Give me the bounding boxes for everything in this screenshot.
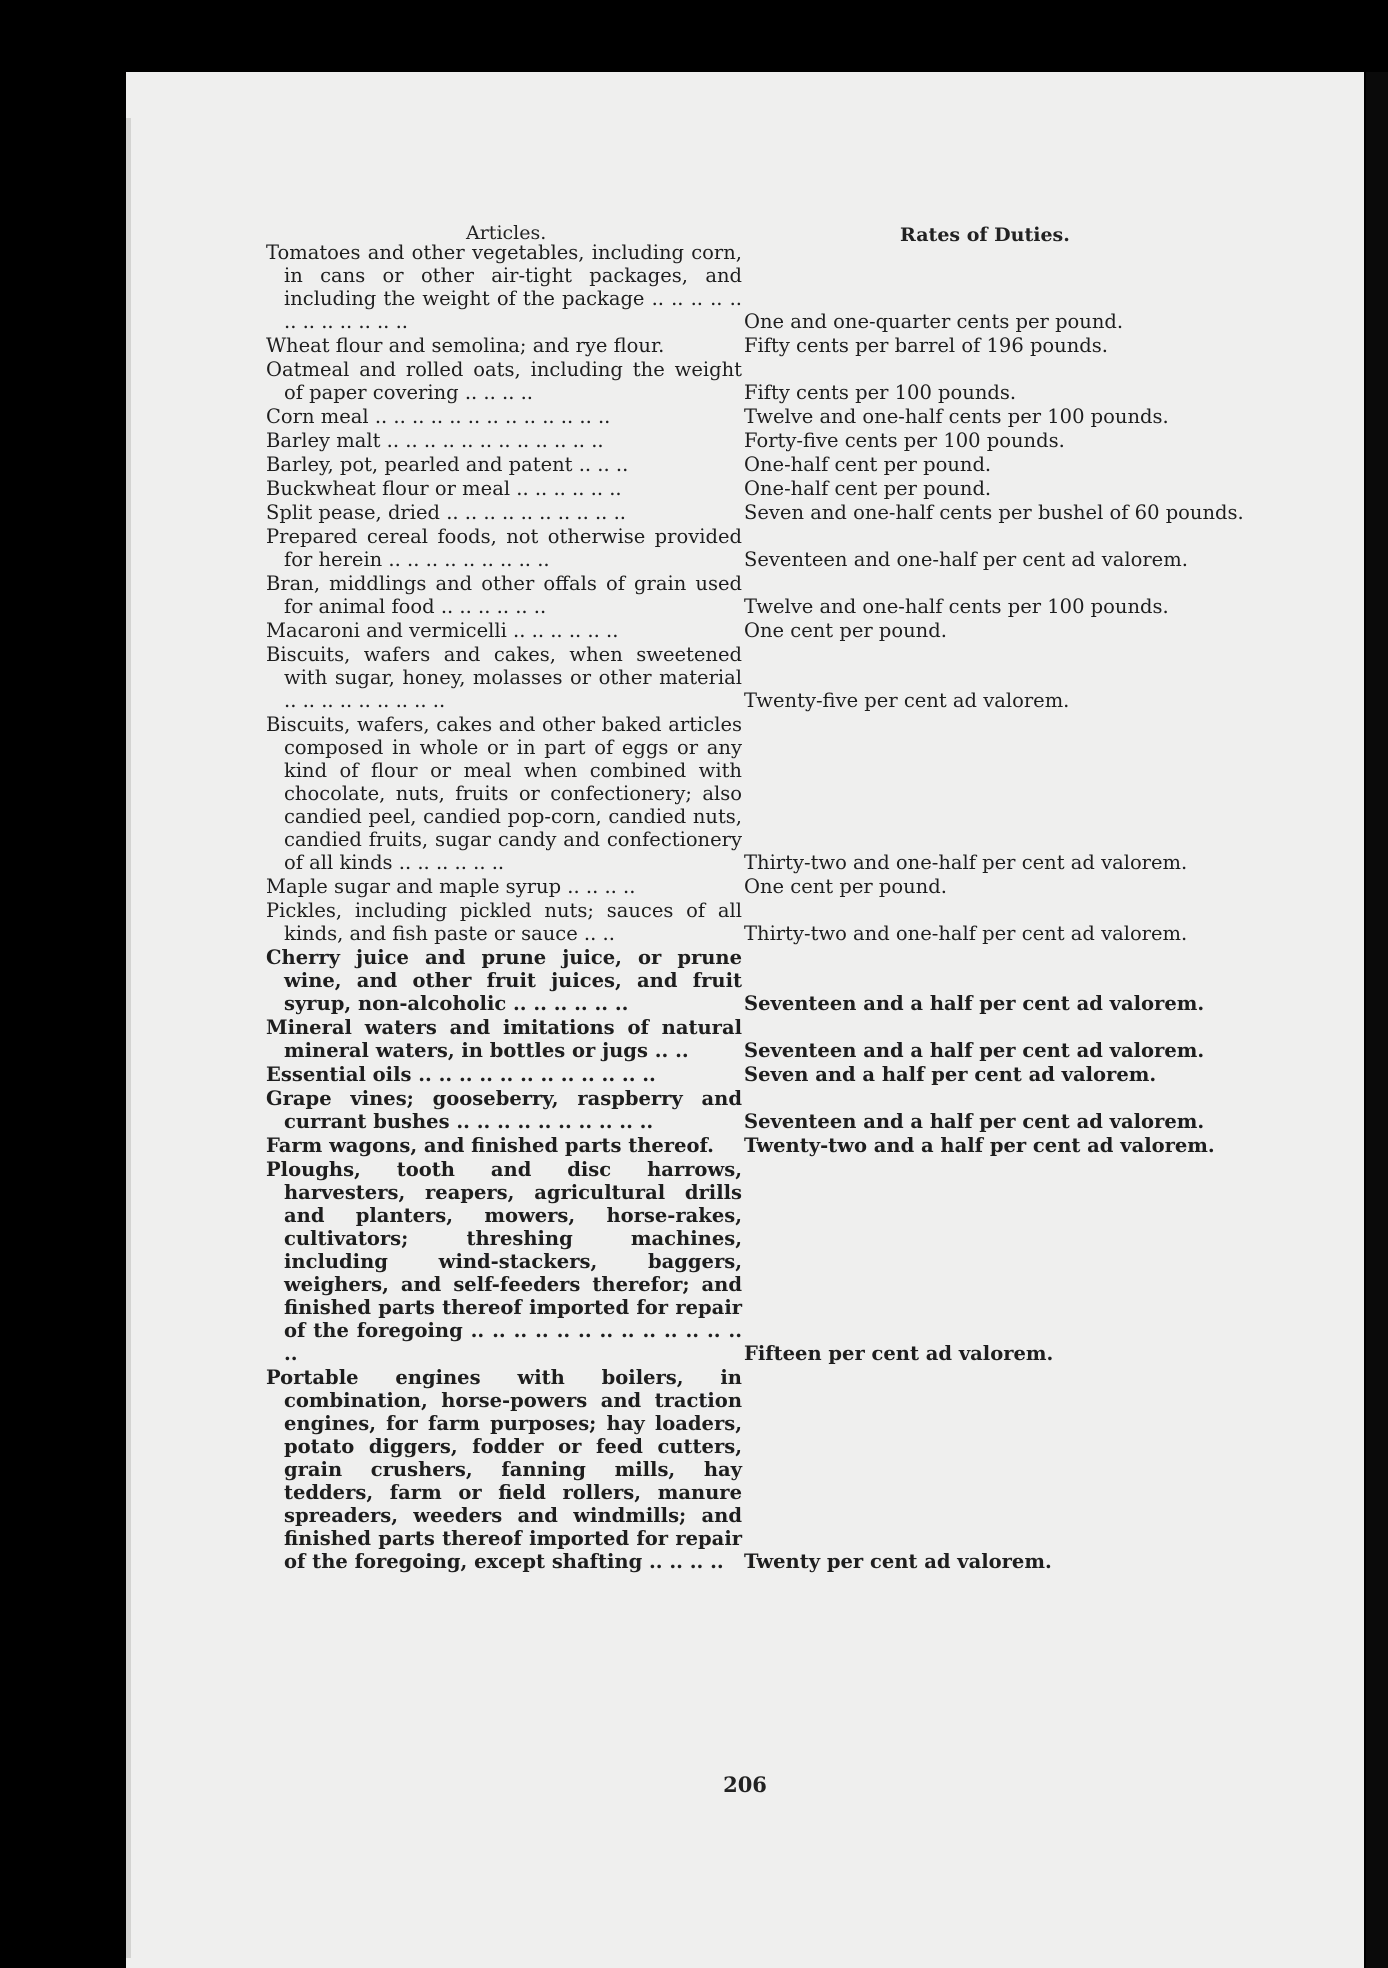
article-text: Mineral waters and imitations of natural mineral waters, in bottles or jugs .. .. — [266, 1016, 742, 1062]
article-text: Biscuits, wafers and cakes, when sweetened with sugar, honey, molasses or other material .. .. .. .. .. .. .. .. .. — [266, 643, 742, 712]
tariff-entry — [266, 875, 1266, 898]
rate-of-duty: Thirty-two and one-half per cent ad valorem. — [744, 922, 1188, 945]
rate-of-duty: Seventeen and a half per cent ad valorem. — [744, 1039, 1205, 1062]
tariff-entry — [266, 946, 1266, 1015]
article-text: Farm wagons, and finished parts thereof. — [266, 1134, 714, 1157]
rate-of-duty: Fifteen per cent ad valorem. — [744, 1342, 1054, 1365]
article-text: Corn meal .. .. .. .. .. .. .. .. .. .. .. .. .. — [266, 405, 611, 428]
tariff-entry — [266, 453, 1266, 476]
tariff-entry — [266, 643, 1266, 712]
tariff-entry — [266, 572, 1266, 618]
rate-of-duty: Seventeen and a half per cent ad valorem. — [744, 992, 1205, 1015]
tariff-entry — [266, 241, 1266, 333]
article-text: Bran, middlings and other offals of grain used for animal food .. .. .. .. .. .. — [266, 572, 742, 618]
binding-strip — [1366, 72, 1388, 1968]
article-text: Pickles, including pickled nuts; sauces of all kinds, and fish paste or sauce .. .. — [266, 899, 742, 945]
tariff-entry — [266, 429, 1266, 452]
rate-of-duty: One cent per pound. — [744, 875, 947, 898]
article-text: Portable engines with boilers, in combination, horse-powers and traction engines, for farm purposes; hay loaders, potato diggers, fodder or feed cutters, grain crushers, fanning mills, hay tedders, farm or field rollers, manure spreaders, weeders and windmills; and finished parts thereof imported for repair of the foregoing, except shafting .. .. .. .. — [266, 1366, 742, 1573]
page-edge — [126, 118, 131, 1958]
scanned-page — [126, 72, 1364, 1968]
article-text: Maple sugar and maple syrup .. .. .. .. — [266, 875, 636, 898]
rate-of-duty: Twelve and one-half cents per 100 pounds. — [744, 595, 1169, 618]
tariff-entry — [266, 619, 1266, 642]
tariff-entry — [266, 1134, 1266, 1157]
rate-of-duty: Seven and a half per cent ad valorem. — [744, 1063, 1157, 1086]
articles-heading: Articles. — [466, 222, 547, 244]
article-text: Grape vines; gooseberry, raspberry and currant bushes .. .. .. .. .. .. .. .. .. .. — [266, 1087, 742, 1133]
article-text: Split pease, dried .. .. .. .. .. .. .. .. .. .. — [266, 501, 626, 524]
tariff-entry — [266, 405, 1266, 428]
tariff-entry — [266, 1158, 1266, 1365]
rate-of-duty: Twenty-five per cent ad valorem. — [744, 689, 1070, 712]
tariff-entry — [266, 1366, 1266, 1573]
rate-of-duty: One and one-quarter cents per pound. — [744, 310, 1124, 333]
rate-of-duty: Forty-five cents per 100 pounds. — [744, 429, 1065, 452]
rate-of-duty: Twenty-two and a half per cent ad valorem. — [744, 1134, 1215, 1157]
tariff-entry — [266, 501, 1266, 524]
rate-of-duty: Thirty-two and one-half per cent ad valorem. — [744, 851, 1188, 874]
tariff-entry — [266, 358, 1266, 404]
rate-of-duty: Twenty per cent ad valorem. — [744, 1550, 1052, 1573]
article-text: Barley malt .. .. .. .. .. .. .. .. .. .. .. .. — [266, 429, 604, 452]
article-text: Buckwheat flour or meal .. .. .. .. .. .. — [266, 477, 622, 500]
article-text: Oatmeal and rolled oats, including the weight of paper covering .. .. .. .. — [266, 358, 742, 404]
tariff-entry — [266, 525, 1266, 571]
article-text: Biscuits, wafers, cakes and other baked articles composed in whole or in part of eggs or any kind of flour or meal when combined with chocolate, nuts, fruits or confectionery; also candied peel, candied pop-corn, candied nuts, candied fruits, sugar candy and confectionery of all kinds .. .. .. .. .. .. — [266, 713, 742, 874]
rate-of-duty: Seventeen and one-half per cent ad valorem. — [744, 548, 1188, 571]
rate-of-duty: Fifty cents per barrel of 196 pounds. — [744, 334, 1108, 357]
article-text: Tomatoes and other vegetables, including corn, in cans or other air-tight packages, and including the weight of the package .. .. .. .. .. .. .. .. .. .. .. .. — [266, 241, 742, 333]
rate-of-duty: Seventeen and a half per cent ad valorem. — [744, 1110, 1205, 1133]
rate-of-duty: One-half cent per pound. — [744, 453, 992, 476]
rate-of-duty: One-half cent per pound. — [744, 477, 992, 500]
article-text: Barley, pot, pearled and patent .. .. .. — [266, 453, 629, 476]
article-text: Wheat flour and semolina; and rye flour. — [266, 334, 665, 357]
tariff-entry — [266, 713, 1266, 874]
tariff-entry — [266, 477, 1266, 500]
tariff-entry — [266, 334, 1266, 357]
tariff-entry — [266, 1063, 1266, 1086]
rate-of-duty: Twelve and one-half cents per 100 pounds. — [744, 405, 1169, 428]
tariff-entry — [266, 899, 1266, 945]
article-text: Cherry juice and prune juice, or prune wine, and other fruit juices, and fruit syrup, non-alcoholic .. .. .. .. .. .. — [266, 946, 742, 1015]
tariff-entry — [266, 1087, 1266, 1133]
rates-heading: Rates of Duties. — [900, 224, 1070, 246]
article-text: Prepared cereal foods, not otherwise provided for herein .. .. .. .. .. .. .. .. .. — [266, 525, 742, 571]
article-text: Essential oils .. .. .. .. .. .. .. .. .. .. .. .. — [266, 1063, 656, 1086]
rate-of-duty: One cent per pound. — [744, 619, 947, 642]
article-text: Ploughs, tooth and disc harrows, harvesters, reapers, agricultural drills and planters, mowers, horse-rakes, cultivators; threshing machines, including wind-stackers, baggers, weighers, and self-feeders therefor; and finished parts thereof imported for repair of the foregoing .. .. .. .. .. .. .. .. .. .. .. .. .. .. — [266, 1158, 742, 1365]
rate-of-duty: Fifty cents per 100 pounds. — [744, 381, 1017, 404]
article-text: Macaroni and vermicelli .. .. .. .. .. .. — [266, 619, 619, 642]
tariff-table — [266, 240, 1266, 1573]
rate-of-duty: Seven and one-half cents per bushel of 60 pounds. — [744, 501, 1244, 524]
tariff-entry — [266, 1016, 1266, 1062]
page-number: 206 — [723, 1772, 767, 1797]
